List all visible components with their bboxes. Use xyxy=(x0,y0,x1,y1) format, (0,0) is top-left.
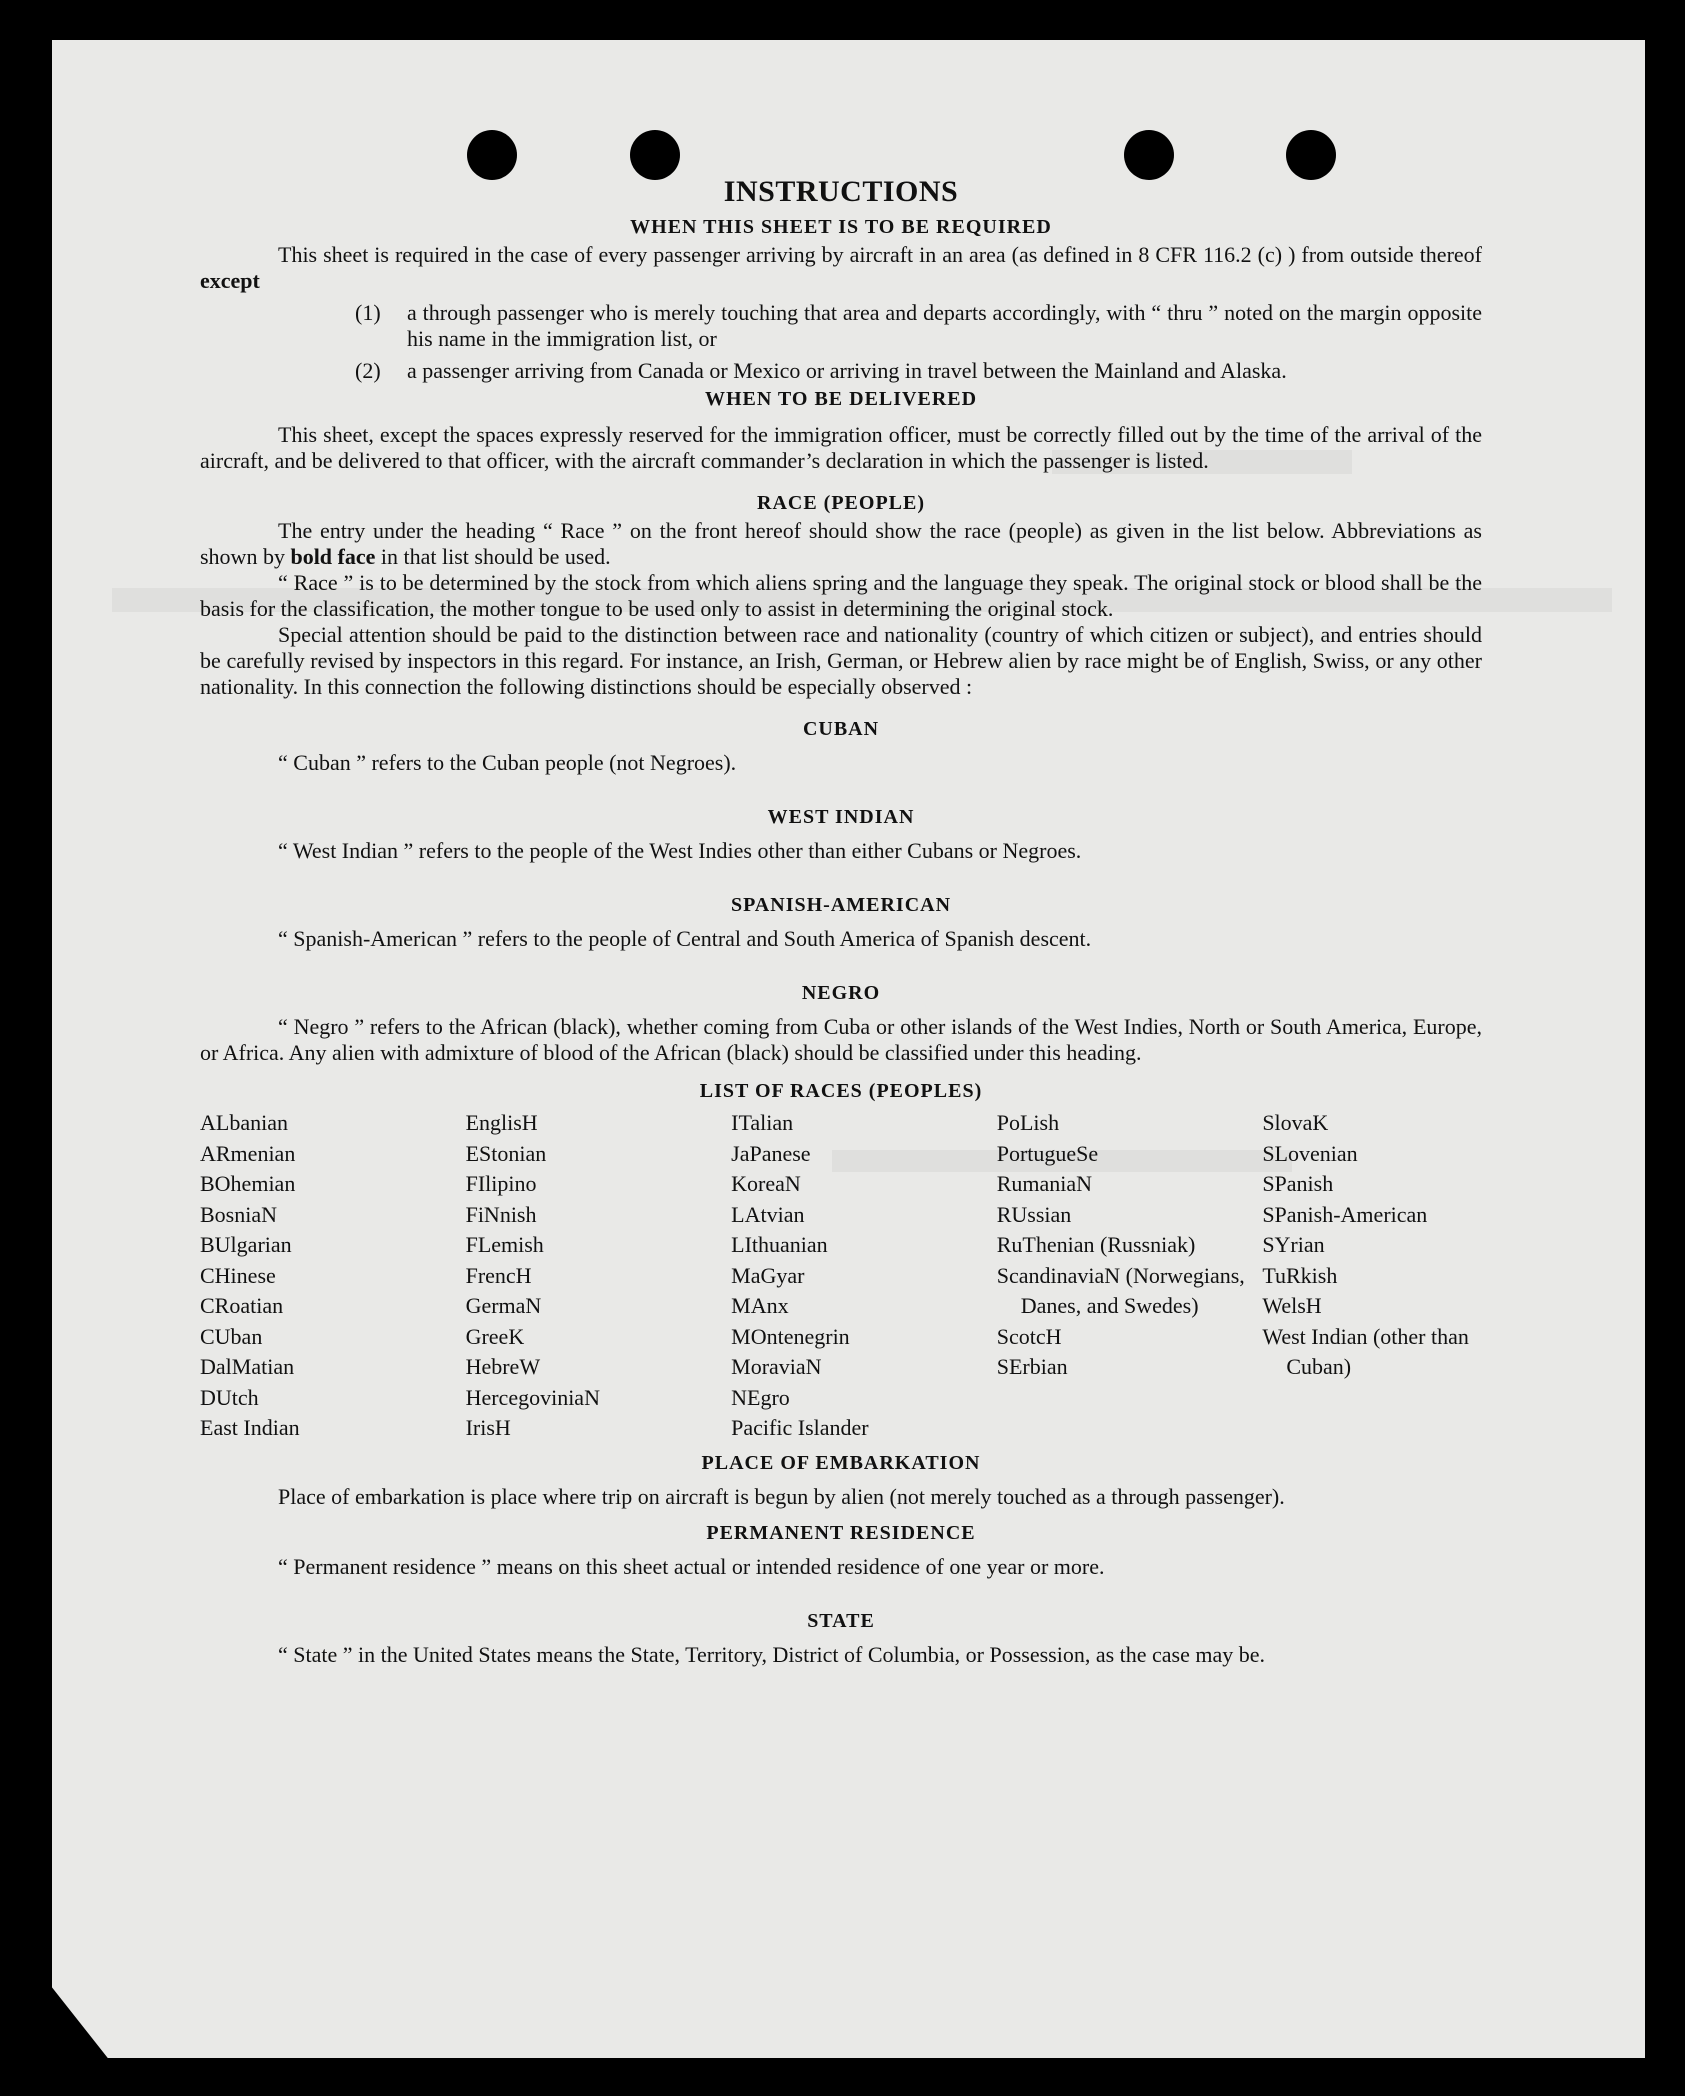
section-paragraph: “ West Indian ” refers to the people of the West Indies other than either Cubans or Negroes. xyxy=(278,838,1082,863)
section-heading: PERMANENT RESIDENCE xyxy=(706,1521,976,1544)
race-list xyxy=(200,1108,1482,1444)
section-heading: CUBAN xyxy=(802,718,880,740)
race-item: GermaN xyxy=(465,1293,542,1318)
section-heading: PLACE OF EMBARKATION xyxy=(701,1451,981,1474)
race-item: ARmenian xyxy=(200,1140,296,1166)
race-item: RumaniaN xyxy=(996,1171,1093,1196)
race-item: Pacific Islander xyxy=(731,1415,869,1440)
race-item: ScandinaviaN (Norwegians, Danes, and Swedes) xyxy=(996,1262,1245,1318)
section-heading: NEGRO xyxy=(801,982,881,1004)
section-paragraph: This sheet, except the spaces expressly reserved for the immigration officer, must be correctly filled out by the time of the arrival of the aircraft, and be delivered to that officer, with the aircraft commander’s declaration in which the passenger is listed. xyxy=(200,422,1482,473)
section-heading: WEST INDIAN xyxy=(767,806,915,828)
list-item-number: (2) xyxy=(355,358,381,383)
race-item: LIthuanian xyxy=(731,1232,828,1257)
section-paragraph: “ State ” in the United States means the State, Territory, District of Columbia, or Possession, as the case may be. xyxy=(278,1641,1266,1667)
section-paragraph: “ Permanent residence ” means on this sheet actual or intended residence of one year or more. xyxy=(278,1553,1105,1579)
section-heading: RACE (PEOPLE) xyxy=(757,492,925,514)
race-item: FLemish xyxy=(465,1232,544,1257)
page-title: INSTRUCTIONS xyxy=(723,175,959,208)
race-item: BosniaN xyxy=(200,1201,277,1227)
race-item: TuRkish xyxy=(1262,1262,1338,1288)
section-paragraph: Place of embarkation is place where trip on aircraft is begun by alien (not merely touched as a through passenger). xyxy=(278,1483,1285,1509)
race-item: FiNnish xyxy=(465,1201,537,1227)
race-item: FIlipino xyxy=(465,1171,537,1196)
race-item: NEgro xyxy=(731,1384,790,1410)
section-paragraph: This sheet is required in the case of every passenger arriving by aircraft in an area (as defined in 8 CFR 116.2 (c) ) from outside thereof except xyxy=(200,242,1482,293)
race-item: MAnx xyxy=(731,1293,789,1318)
race-item: West Indian (other than Cuban) xyxy=(1262,1323,1469,1379)
section-paragraph: “ Cuban ” refers to the Cuban people (not Negroes). xyxy=(278,750,737,775)
section-heading: LIST OF RACES (PEOPLES) xyxy=(699,1080,983,1102)
race-item: SPanish xyxy=(1262,1171,1334,1196)
race-item: DUtch xyxy=(200,1384,259,1410)
race-item: ScotcH xyxy=(996,1323,1062,1349)
section-paragraph: “ Spanish-American ” refers to the people of Central and South America of Spanish descent. xyxy=(278,926,1092,951)
race-column xyxy=(466,1108,732,1444)
race-item: KoreaN xyxy=(731,1171,801,1196)
race-column xyxy=(1262,1108,1482,1444)
race-item: PoLish xyxy=(996,1110,1060,1135)
race-item: SLovenian xyxy=(1262,1140,1358,1166)
race-item: HebreW xyxy=(465,1354,541,1379)
race-item: WelsH xyxy=(1262,1293,1322,1318)
section-paragraph: Special attention should be paid to the distinction between race and nationality (country of which citizen or subject), and entries should be carefully revised by inspectors in this regard. For instance, an Irish, German, or Hebrew alien by race might be of English, Swiss, or any other nationality. In this connection the following distinctions should be especially observed : xyxy=(200,622,1482,699)
race-item: GreeK xyxy=(465,1323,525,1349)
race-item: EnglisH xyxy=(465,1110,538,1135)
race-item: CHinese xyxy=(200,1262,276,1288)
list-item-text: a passenger arriving from Canada or Mexico or arriving in travel between the Mainland and Alaska. xyxy=(407,358,1287,383)
race-item: SlovaK xyxy=(1262,1110,1329,1135)
section-heading: STATE xyxy=(807,1609,875,1632)
section-paragraph: The entry under the heading “ Race ” on the front hereof should show the race (people) as given in the list below. Abbreviations as shown by bold face in that list should be used. xyxy=(200,518,1482,569)
race-item: CRoatian xyxy=(200,1293,284,1318)
race-item: SErbian xyxy=(996,1354,1068,1379)
race-column xyxy=(731,1108,997,1444)
race-item: SYrian xyxy=(1262,1232,1325,1257)
section-paragraph: “ Race ” is to be determined by the stock from which aliens spring and the language they speak. The original stock or blood shall be the basis for the classification, the mother tongue to be used only to assist in determining the original stock. xyxy=(200,570,1482,621)
section-heading: SPANISH-AMERICAN xyxy=(730,894,952,916)
list-item xyxy=(355,358,1482,384)
race-item: ALbanian xyxy=(200,1110,288,1135)
race-item: CUban xyxy=(200,1323,263,1349)
race-item: JaPanese xyxy=(731,1140,811,1166)
list-item xyxy=(355,300,1482,352)
race-item: MoraviaN xyxy=(731,1354,822,1379)
race-item: LAtvian xyxy=(731,1201,805,1227)
race-item: BUlgarian xyxy=(200,1232,292,1257)
list-item-number: (1) xyxy=(355,300,381,325)
race-item: RuThenian (Russniak) xyxy=(996,1232,1196,1257)
section-paragraph: “ Negro ” refers to the African (black), whether coming from Cuba or other islands of the West Indies, North or South America, Europe, or Africa. Any alien with admixture of blood of the African (black) should be classified under this heading. xyxy=(200,1014,1482,1065)
race-item: PortugueSe xyxy=(996,1140,1099,1166)
race-item: HercegoviniaN xyxy=(465,1384,600,1410)
section-heading: WHEN TO BE DELIVERED xyxy=(704,388,978,410)
race-item: FrencH xyxy=(465,1262,532,1288)
race-item: MOntenegrin xyxy=(731,1323,850,1349)
race-item: East Indian xyxy=(200,1415,300,1440)
race-column xyxy=(200,1108,466,1444)
race-item: RUssian xyxy=(996,1201,1072,1227)
race-item: DalMatian xyxy=(200,1354,295,1379)
race-item: EStonian xyxy=(465,1140,547,1166)
list-item-text: a through passenger who is merely touching that area and departs accordingly, with “ thru ” noted on the margin opposite his name in the immigration list, or xyxy=(407,300,1482,351)
race-item: BOhemian xyxy=(200,1171,296,1196)
race-item: IrisH xyxy=(465,1415,511,1440)
instructions-content xyxy=(200,172,1482,1668)
race-column xyxy=(997,1108,1263,1444)
race-item: SPanish-American xyxy=(1262,1201,1428,1227)
section-heading: WHEN THIS SHEET IS TO BE REQUIRED xyxy=(630,216,1052,238)
race-item: ITalian xyxy=(731,1110,794,1135)
race-item: MaGyar xyxy=(731,1262,805,1288)
